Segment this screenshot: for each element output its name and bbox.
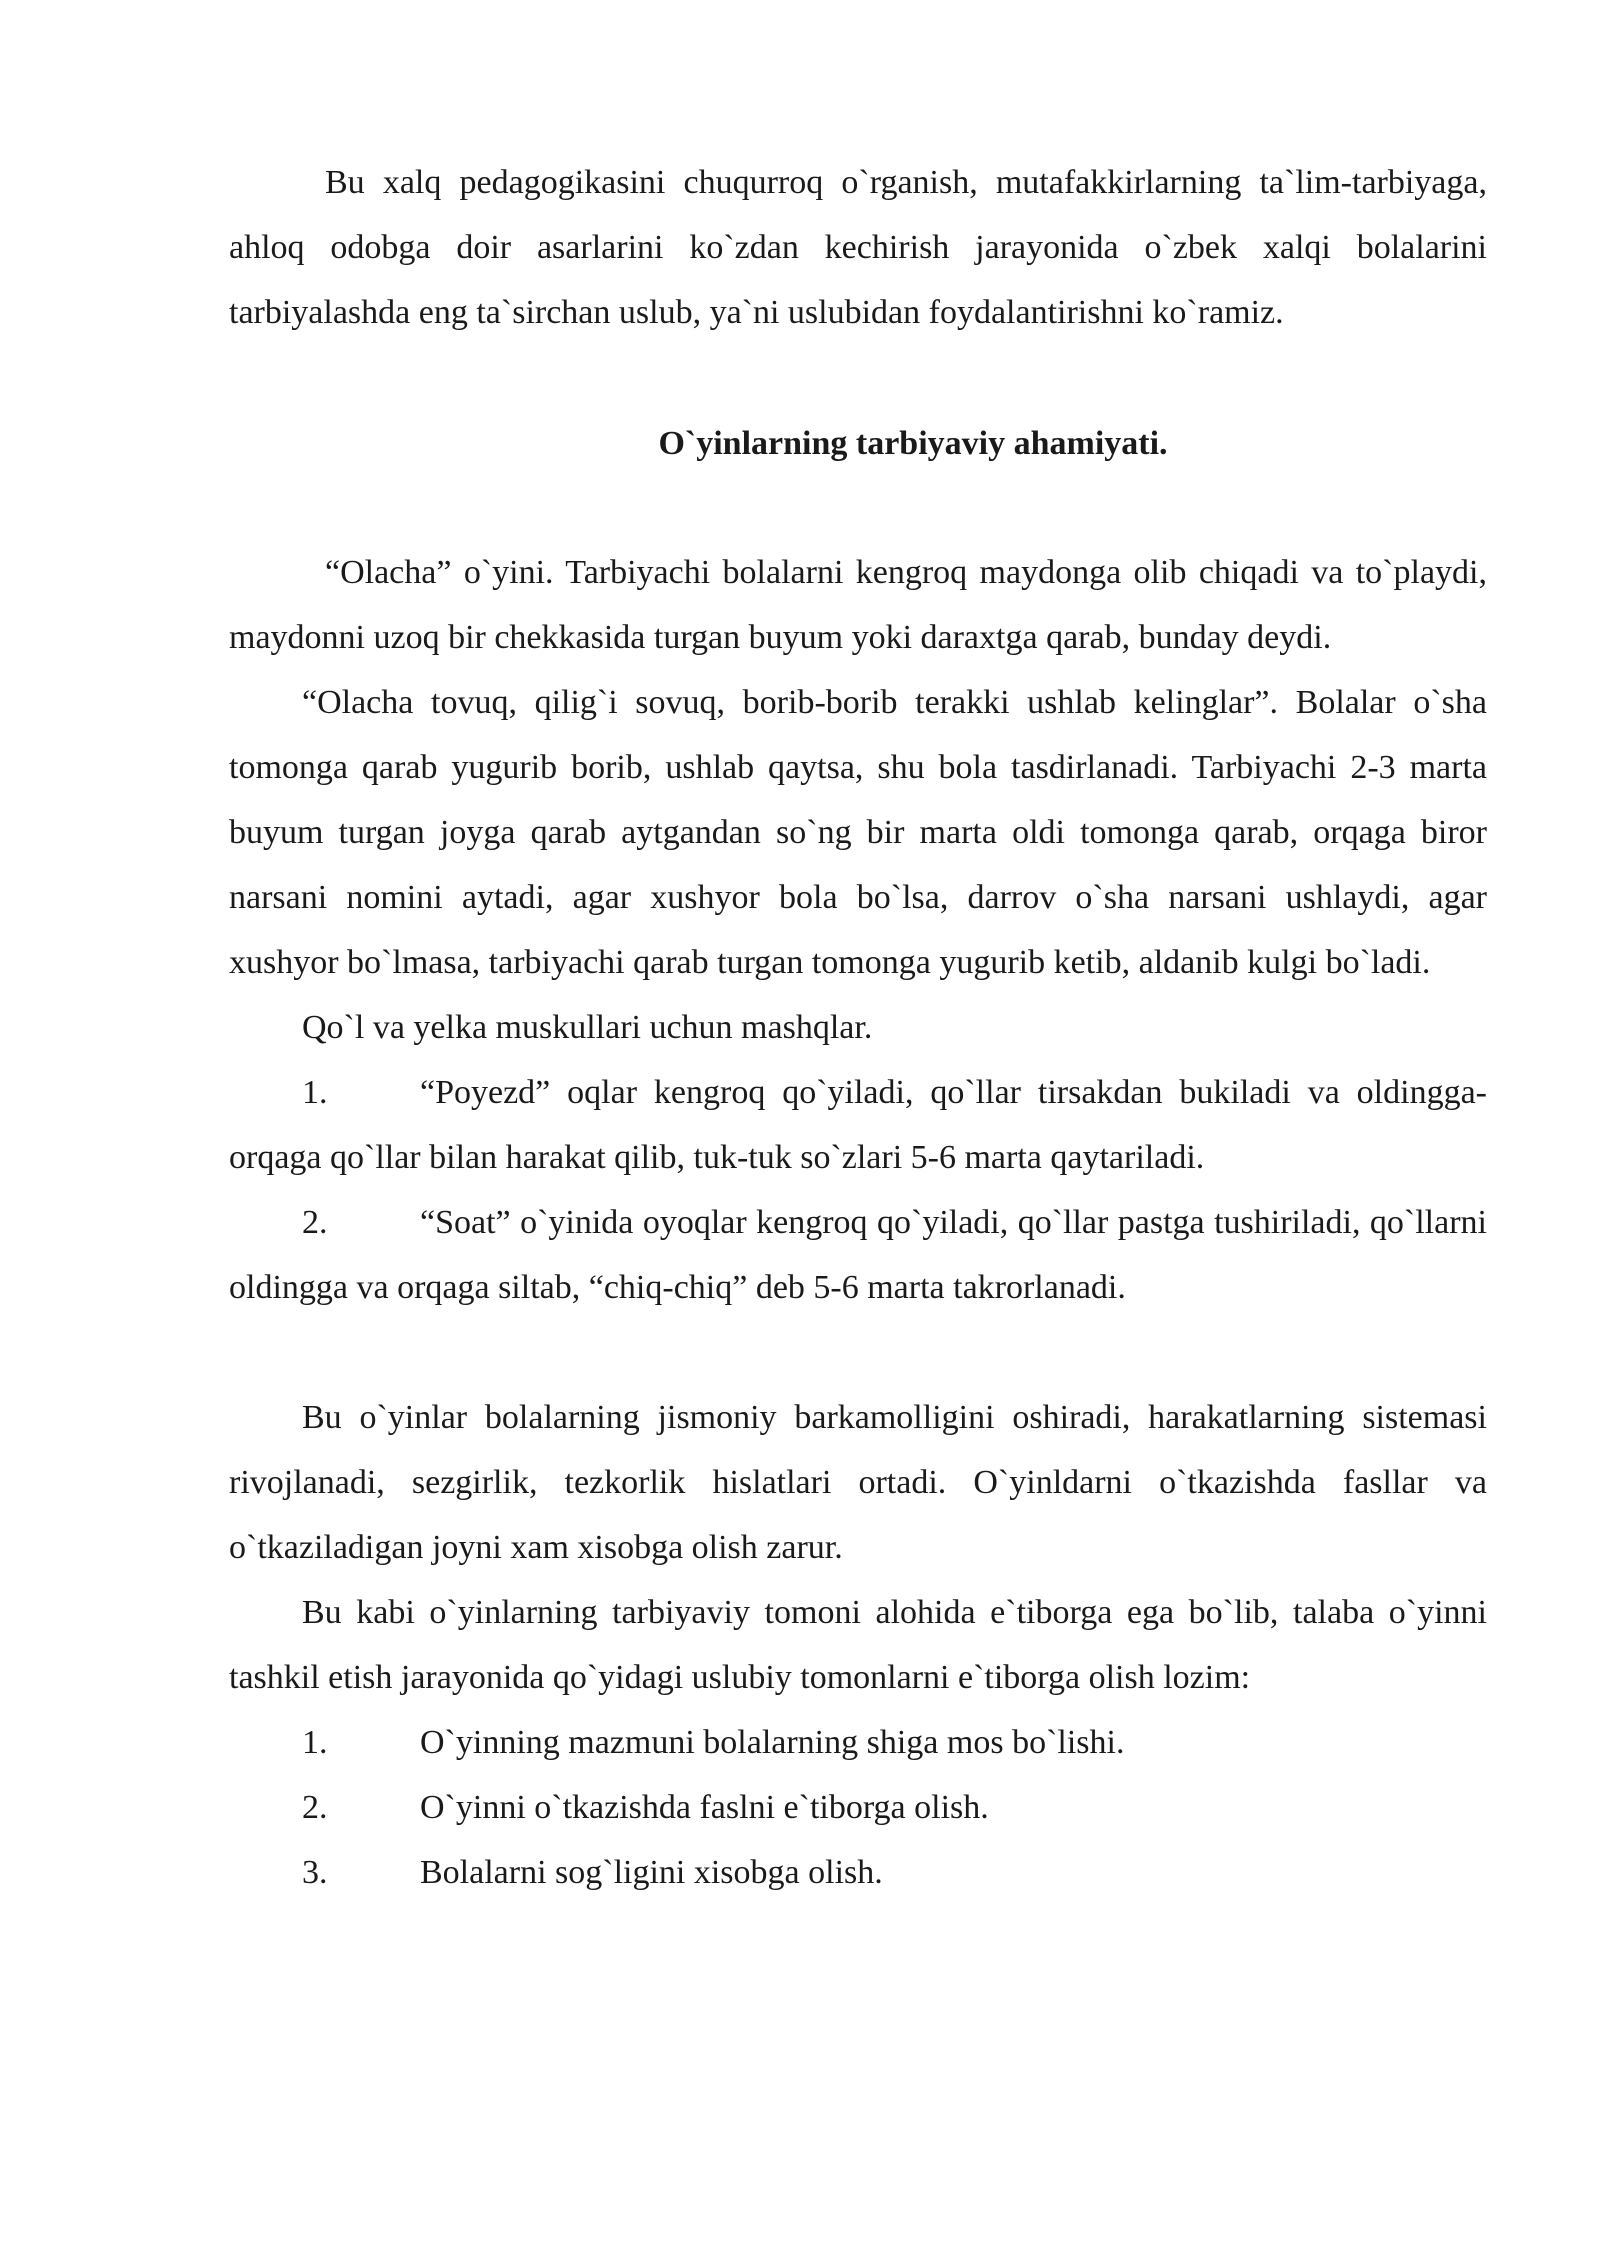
conditions-intro-paragraph: Bu kabi o`yinlarning tarbiyaviy tomoni alohida e`tiborga ega bo`lib, talaba o`yinni tashkil etish jarayonida qo`yidagi uslubiy tomonlarni e`tiborga olish lozim: [229,1594,1487,1696]
exercise-text: “Soat” o`yinida oyoqlar kengroq qo`yiladi, qo`llar pastga tushiriladi, qo`llarni oldingga va orqaga siltab, “chiq-chiq” deb 5-6 marta takrorlanadi. [229,1204,1487,1306]
condition-item-1 [229,1710,1487,1775]
condition-text: O`yinning mazmuni bolalarning shiga mos bo`lishi. [420,1724,1125,1761]
benefit-paragraph: Bu o`yinlar bolalarning jismoniy barkamolligini oshiradi, harakatlarning sistemasi rivojlanadi, sezgirlik, tezkorlik hislatlari ortadi. O`yinldarni o`tkazishda fasllar va o`tkaziladigan joyni xam xisobga olish zarur. [229,1399,1487,1566]
exercise-number: 1. [302,1074,328,1111]
condition-item-3 [229,1840,1487,1905]
condition-number: 1. [302,1724,328,1761]
exercise-number: 2. [302,1204,328,1241]
condition-number: 2. [302,1789,328,1826]
olacha-paragraph: “Olacha” o`yini. Tarbiyachi bolalarni kengroq maydonga olib chiqadi va to`playdi, maydonni uzoq bir chekkasida turgan buyum yoki daraxtga qarab, bunday deydi. [229,554,1487,656]
exercise-item-1 [229,1060,1487,1190]
document-page [229,150,1487,1905]
condition-item-2 [229,1775,1487,1840]
spacer [229,476,1487,540]
exercise-item-2 [229,1190,1487,1320]
olacha-rules-paragraph: “Olacha tovuq, qilig`i sovuq, borib-borib terakki ushlab kelinglar”. Bolalar o`sha tomonga qarab yugurib borib, ushlab qaytsa, shu bola tasdirlanadi. Tarbiyachi 2-3 marta buyum turgan joyga qarab aytgandan so`ng bir marta oldi tomonga qarab, orqaga biror narsani nomini aytadi, agar xushyor bola bo`lsa, darrov o`sha narsani ushlaydi, agar xushyor bo`lmasa, tarbiyachi qarab turgan tomonga yugurib ketib, aldanib kulgi bo`ladi. [229,684,1487,981]
condition-number: 3. [302,1854,328,1891]
condition-text: O`yinni o`tkazishda faslni e`tiborga olish. [420,1789,989,1826]
section-heading: O`yinlarning tarbiyaviy ahamiyati. [658,425,1168,462]
condition-text: Bolalarni sog`ligini xisobga olish. [420,1854,883,1891]
exercise-text: “Poyezd” oqlar kengroq qo`yiladi, qo`llar tirsakdan bukiladi va oldingga-orqaga qo`llar bilan harakat qilib, tuk-tuk so`zlari 5-6 marta qaytariladi. [229,1074,1487,1176]
exercises-title: Qo`l va yelka muskullari uchun mashqlar. [302,1009,873,1046]
spacer [229,1320,1487,1385]
spacer [229,345,1487,411]
intro-paragraph: Bu xalq pedagogikasini chuqurroq o`rganish, mutafakkirlarning ta`lim-tarbiyaga, ahloq odobga doir asarlarini ko`zdan kechirish jarayonida o`zbek xalqi bolalarini tarbiyalashda eng ta`sirchan uslub, ya`ni uslubidan foydalantirishni ko`ramiz. [229,164,1487,331]
